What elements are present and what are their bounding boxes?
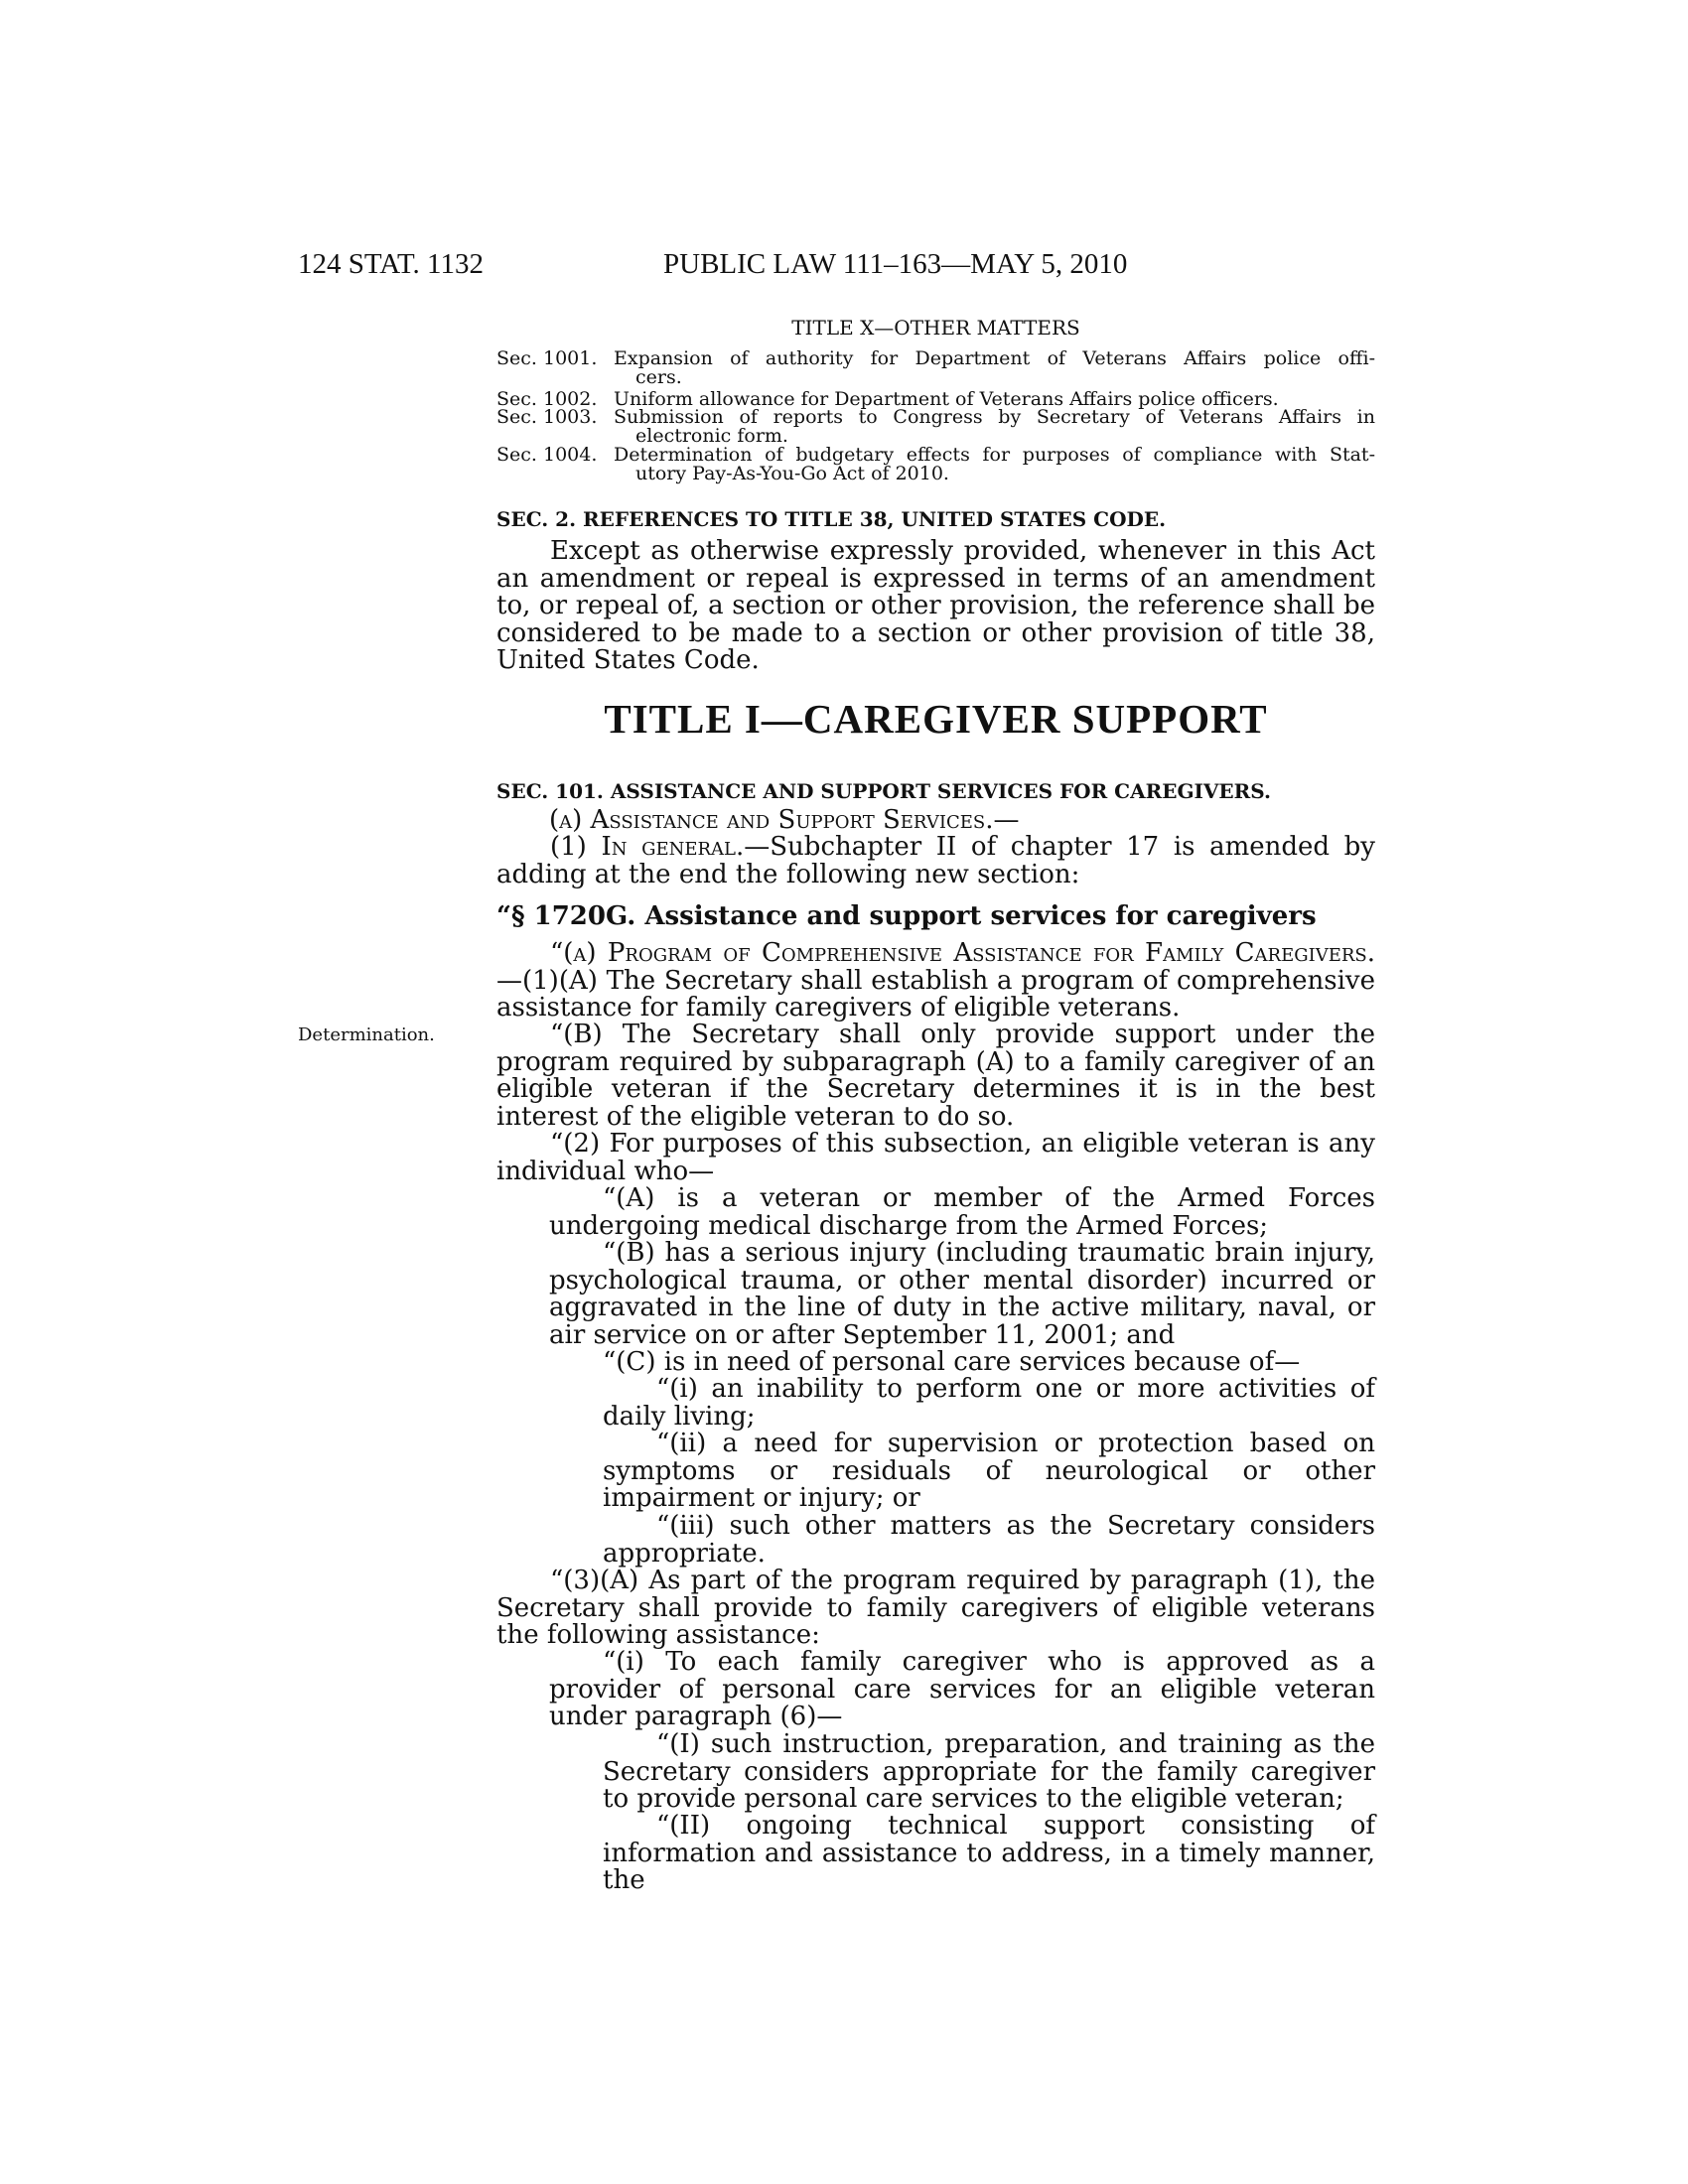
paragraph: “(2) For purposes of this subsection, an eligible veteran is any individual who— — [496, 1129, 1375, 1186]
paragraph-text: —Subchapter II of chapter 17 is amended by adding at the end the following new section: — [496, 832, 1375, 889]
toc-item-number: Sec. 1002. — [496, 388, 598, 410]
section-text: Except as otherwise expressly provided, whenever in this Act an amendment or repeal is expressed in terms of an amendment to, or repeal of, a section or other provision, the reference shall be considered to be made to a section or other provision of title 38, United States Code. — [496, 536, 1375, 675]
subsection-heading: (a) Assistance and Support Services.— — [549, 805, 1020, 835]
toc-item — [496, 408, 1375, 448]
paragraph-lead: (1) In general. — [550, 832, 745, 862]
paragraph: “(I) such instruction, preparation, and training as the Secretary considers appropriate for the family caregiver to provide personal care services to the eligible veteran; — [603, 1729, 1375, 1814]
toc-title: TITLE X—OTHER MATTERS — [791, 316, 1080, 340]
paragraph-text: —(1)(A) The Secretary shall establish a program of comprehensive assistance for family caregivers of eligible veterans. — [496, 965, 1375, 1023]
toc-item-text: Uniform allowance for Department of Veterans Affairs police officers. — [614, 388, 1279, 410]
paragraph: “(B) has a serious injury (including traumatic brain injury, psychological trauma, or other mental disorder) incurred or aggravated in the line of duty in the active military, naval, or air service on or after September 11, 2001; and — [549, 1238, 1375, 1350]
toc-item-text: Determination of budgetary effects for purposes of compliance with Stat- — [614, 444, 1375, 466]
margin-note: Determination. — [298, 1024, 435, 1045]
toc-item-text: Submission of reports to Congress by Secretary of Veterans Affairs in — [614, 406, 1375, 428]
toc-item-number: Sec. 1003. — [496, 406, 598, 428]
toc-item-number: Sec. 1004. — [496, 444, 598, 466]
paragraph: “(3)(A) As part of the program required by paragraph (1), the Secretary shall provide to family caregivers of eligible veterans the following assistance: — [496, 1566, 1375, 1650]
section-heading: SEC. 101. ASSISTANCE AND SUPPORT SERVICES FOR CAREGIVERS. — [496, 779, 1271, 803]
page-number: 124 STAT. 1132 — [298, 248, 484, 280]
paragraph — [496, 834, 1375, 888]
toc-item — [496, 446, 1375, 485]
toc-item-number: Sec. 1001. — [496, 347, 598, 369]
paragraph-lead: “(a) Program of Comprehensive Assistance for Family Caregivers. — [550, 938, 1375, 968]
toc-item-text-cont: electronic form. — [635, 425, 788, 447]
paragraph: “(i) an inability to perform one or more activities of daily living; — [603, 1374, 1375, 1432]
running-header: PUBLIC LAW 111–163—MAY 5, 2010 — [663, 248, 1128, 280]
section-heading: SEC. 2. REFERENCES TO TITLE 38, UNITED STATES CODE. — [496, 507, 1167, 531]
paragraph: “(i) To each family caregiver who is approved as a provider of personal care services for an eligible veteran under paragraph (6)— — [549, 1647, 1375, 1731]
title-heading: TITLE I—CAREGIVER SUPPORT — [604, 696, 1268, 742]
paragraph: “(B) The Secretary shall only provide support under the program required by subparagraph (A) to a family caregiver of an eligible veteran if the Secretary determines it is in the best interest of the eligible veteran to do so. — [496, 1020, 1375, 1132]
paragraph: “(II) ongoing technical support consisting of information and assistance to address, in a timely manner, the — [603, 1811, 1375, 1895]
toc-item-text-cont: utory Pay-As-You-Go Act of 2010. — [635, 463, 949, 484]
toc-item-text-cont: cers. — [635, 366, 682, 388]
paragraph: “(iii) such other matters as the Secretary considers appropriate. — [603, 1511, 1375, 1569]
toc-item — [496, 349, 1375, 389]
code-section-heading: “§ 1720G. Assistance and support services for caregivers — [496, 901, 1317, 931]
paragraph: “(A) is a veteran or member of the Armed Forces undergoing medical discharge from the Armed Forces; — [549, 1183, 1375, 1241]
paragraph — [496, 940, 1375, 1023]
paragraph: “(C) is in need of personal care services because of— — [603, 1347, 1301, 1377]
paragraph: “(ii) a need for supervision or protection based on symptoms or residuals of neurological or other impairment or injury; or — [603, 1429, 1375, 1513]
toc-item-text: Expansion of authority for Department of Veterans Affairs police offi- — [614, 347, 1375, 369]
